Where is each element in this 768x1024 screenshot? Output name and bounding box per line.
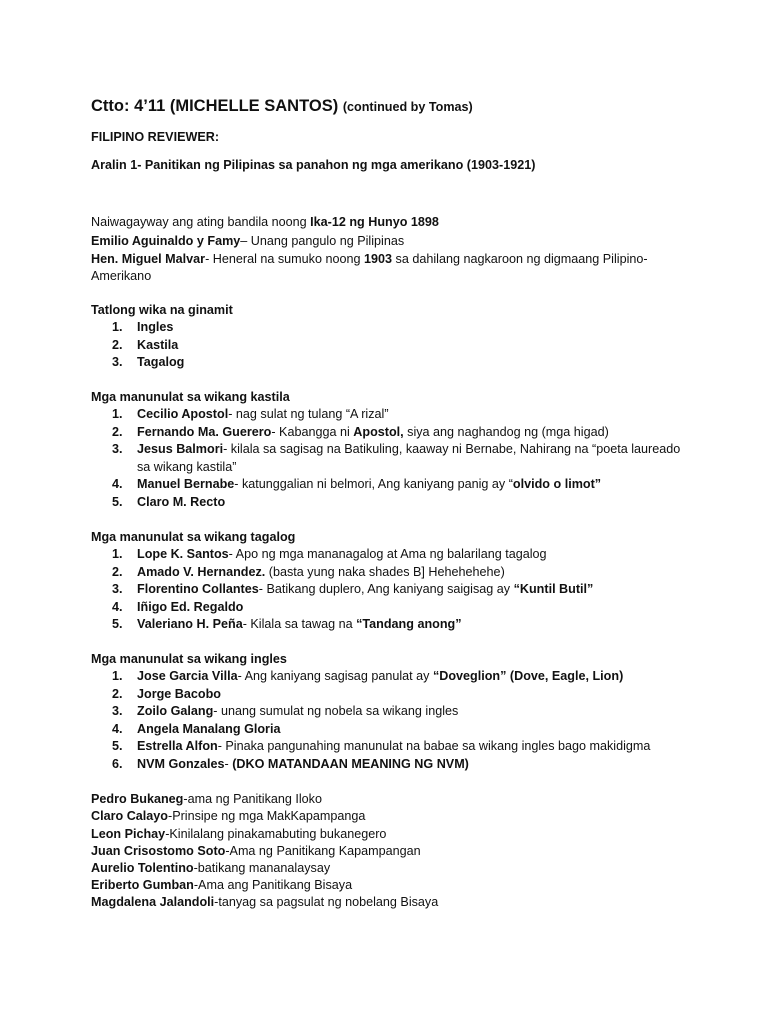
intro-line-3-name: Hen. Miguel Malvar (91, 252, 206, 266)
writer-name: Eriberto Gumban (91, 878, 194, 892)
languages-heading: Tatlong wika na ginamit (91, 303, 233, 317)
intro-line-2 (91, 233, 404, 250)
writer-name: Claro M. Recto (137, 494, 226, 509)
tagalog-writers-heading: Mga manunulat sa wikang tagalog (91, 530, 296, 544)
list-number: 4. (112, 477, 123, 492)
writer-desc: - Kilala sa tawag na (242, 617, 357, 632)
document-title (91, 96, 473, 117)
writer-desc: - katunggalian ni belmori, Ang kaniyang panig ay “ (234, 477, 513, 492)
writer-name: Valeriano H. Peña (137, 617, 243, 632)
writer-desc: -Kinilalang pinakamabuting bukanegero (165, 827, 387, 841)
writer-name: NVM Gonzales (137, 756, 225, 771)
regional-line (91, 860, 330, 877)
writer-name: Zoilo Galang (137, 704, 214, 719)
intro-line-3-text-b: sa dahilang nagkaroon ng digmaang Pilipino- (392, 252, 648, 266)
intro-line-3-year: 1903 (364, 252, 393, 266)
writer-name: Pedro Bukaneg (91, 792, 184, 806)
regional-line (91, 826, 386, 843)
list-item (91, 476, 680, 494)
writer-desc: - nag sulat ng tulang “A rizal” (228, 407, 389, 421)
list-number: 5. (112, 739, 123, 754)
list-number: 4. (112, 599, 123, 614)
writer-desc: - Ang kaniyang sagisag panulat ay (237, 669, 433, 683)
writer-name: Lope K. Santos (137, 547, 229, 561)
list-item (91, 406, 680, 424)
intro-line-4: Amerikano (91, 269, 152, 283)
writer-desc: - Kabangga ni (271, 424, 354, 439)
list-item (91, 738, 650, 756)
list-item (91, 441, 680, 476)
list-item (91, 668, 650, 686)
intro-line-1 (91, 214, 439, 231)
list-number: 6. (112, 756, 123, 771)
list-item (91, 721, 650, 739)
intro-line-1-text: Naiwagayway ang ating bandila noong (91, 215, 311, 229)
list-number: 1. (112, 669, 123, 683)
writer-desc: - (224, 756, 233, 771)
list-number: 2. (112, 424, 123, 439)
regional-line (91, 877, 352, 894)
regional-line (91, 808, 365, 825)
spanish-writers-list (91, 406, 680, 512)
writer-name: Amado V. Hernandez. (137, 564, 266, 579)
writer-name: Angela Manalang Gloria (137, 721, 281, 736)
spanish-writers-heading: Mga manunulat sa wikang kastila (91, 390, 290, 404)
writer-desc: - Apo ng mga mananagalog at Ama ng balarilang tagalog (228, 547, 547, 561)
list-item (91, 319, 184, 337)
title-note: (continued by Tomas) (342, 100, 473, 114)
list-item (91, 337, 184, 355)
list-number: 3. (112, 355, 123, 370)
writer-name: Leon Pichay (91, 827, 166, 841)
languages-list (91, 319, 184, 372)
writer-desc: -Prinsipe ng mga MakKapampanga (168, 809, 366, 823)
writer-name: Estrella Alfon (137, 739, 218, 754)
regional-line (91, 894, 438, 911)
writer-desc: -batikang mananalaysay (193, 861, 331, 875)
list-number: 4. (112, 721, 123, 736)
writer-name: Florentino Collantes (137, 582, 259, 597)
writer-name: Jose Garcia Villa (137, 669, 238, 683)
list-item (91, 546, 593, 564)
intro-line-2-text: – Unang pangulo ng Pilipinas (240, 234, 405, 248)
list-number: 3. (112, 582, 123, 597)
list-item (91, 581, 593, 599)
list-item (91, 599, 593, 617)
writer-name: Cecilio Apostol (137, 407, 229, 421)
writer-desc-bold: (DKO MATANDAAN MEANING NG NVM) (232, 756, 469, 771)
list-item (91, 494, 680, 512)
writer-name: Jesus Balmori (137, 442, 224, 457)
writer-name: Iñigo Ed. Regaldo (137, 599, 244, 614)
english-writers-heading: Mga manunulat sa wikang ingles (91, 652, 287, 666)
writer-desc: - unang sumulat ng nobela sa wikang ingles (213, 704, 459, 719)
list-number: 1. (112, 320, 123, 334)
writer-desc-continued: sa wikang kastila” (137, 459, 237, 474)
list-number: 3. (112, 704, 123, 719)
writer-desc: -tanyag sa pagsulat ng nobelang Bisaya (214, 895, 439, 909)
writer-desc: -Ama ang Panitikang Bisaya (193, 878, 353, 892)
writer-desc-bold: “Doveglion” (Dove, Eagle, Lion) (432, 669, 624, 683)
writer-desc-bold: “Kuntil Butil” (513, 582, 594, 597)
list-number: 2. (112, 564, 123, 579)
writer-desc: - Pinaka pangunahing manunulat na babae sa wikang ingles bago makidigma (217, 739, 651, 754)
writer-desc-bold: Apostol, (353, 424, 404, 439)
writer-desc: -ama ng Panitikang Iloko (183, 792, 322, 806)
reviewer-label: FILIPINO REVIEWER: (91, 130, 220, 144)
writer-desc-tail: siya ang naghandog ng (mga higad) (403, 424, 609, 439)
lesson-title: Aralin 1- Panitikan ng Pilipinas sa panahon ng mga amerikano (1903-1921) (91, 158, 536, 172)
english-writers-list (91, 668, 650, 774)
tagalog-writers-list (91, 546, 593, 634)
intro-line-1-date: Ika-12 ng Hunyo 1898 (310, 215, 439, 229)
list-number: 1. (112, 547, 123, 561)
writer-name: Aurelio Tolentino (91, 861, 194, 875)
list-number: 2. (112, 686, 123, 701)
list-number: 1. (112, 407, 123, 421)
title-main: Ctto: 4’11 (MICHELLE SANTOS) (91, 97, 339, 115)
list-item (91, 424, 680, 442)
list-number: 3. (112, 442, 123, 457)
writer-desc: -Ama ng Panitikang Kapampangan (225, 844, 421, 858)
writer-name: Manuel Bernabe (137, 477, 235, 492)
writer-name: Magdalena Jalandoli (91, 895, 215, 909)
list-text: Ingles (137, 320, 174, 334)
list-item (91, 756, 650, 774)
regional-line (91, 791, 322, 808)
writer-desc-bold: “Tandang anong” (356, 617, 462, 632)
list-number: 5. (112, 494, 123, 509)
list-item (91, 686, 650, 704)
writer-desc-bold: olvido o limot” (512, 477, 602, 492)
writer-name: Fernando Ma. Guerero (137, 424, 272, 439)
writer-name: Juan Crisostomo Soto (91, 844, 226, 858)
intro-line-3-text-a: - Heneral na sumuko noong (205, 252, 364, 266)
intro-line-3 (91, 251, 648, 268)
regional-line (91, 843, 421, 860)
list-item (91, 703, 650, 721)
writer-desc: (basta yung naka shades B] Hehehehehe) (265, 564, 505, 579)
writer-name: Jorge Bacobo (137, 686, 221, 701)
writer-desc: - Batikang duplero, Ang kaniyang saigisag ay (258, 582, 514, 597)
writer-name: Claro Calayo (91, 809, 168, 823)
list-number: 5. (112, 617, 123, 632)
list-item (91, 616, 593, 634)
list-text: Tagalog (137, 355, 185, 370)
intro-line-2-name: Emilio Aguinaldo y Famy (91, 234, 241, 248)
list-text: Kastila (137, 337, 179, 352)
list-item (91, 354, 184, 372)
list-item (91, 564, 593, 582)
list-number: 2. (112, 337, 123, 352)
writer-desc: - kilala sa sagisag na Batikuling, kaaway ni Bernabe, Nahirang na “poeta laureado (223, 442, 681, 457)
